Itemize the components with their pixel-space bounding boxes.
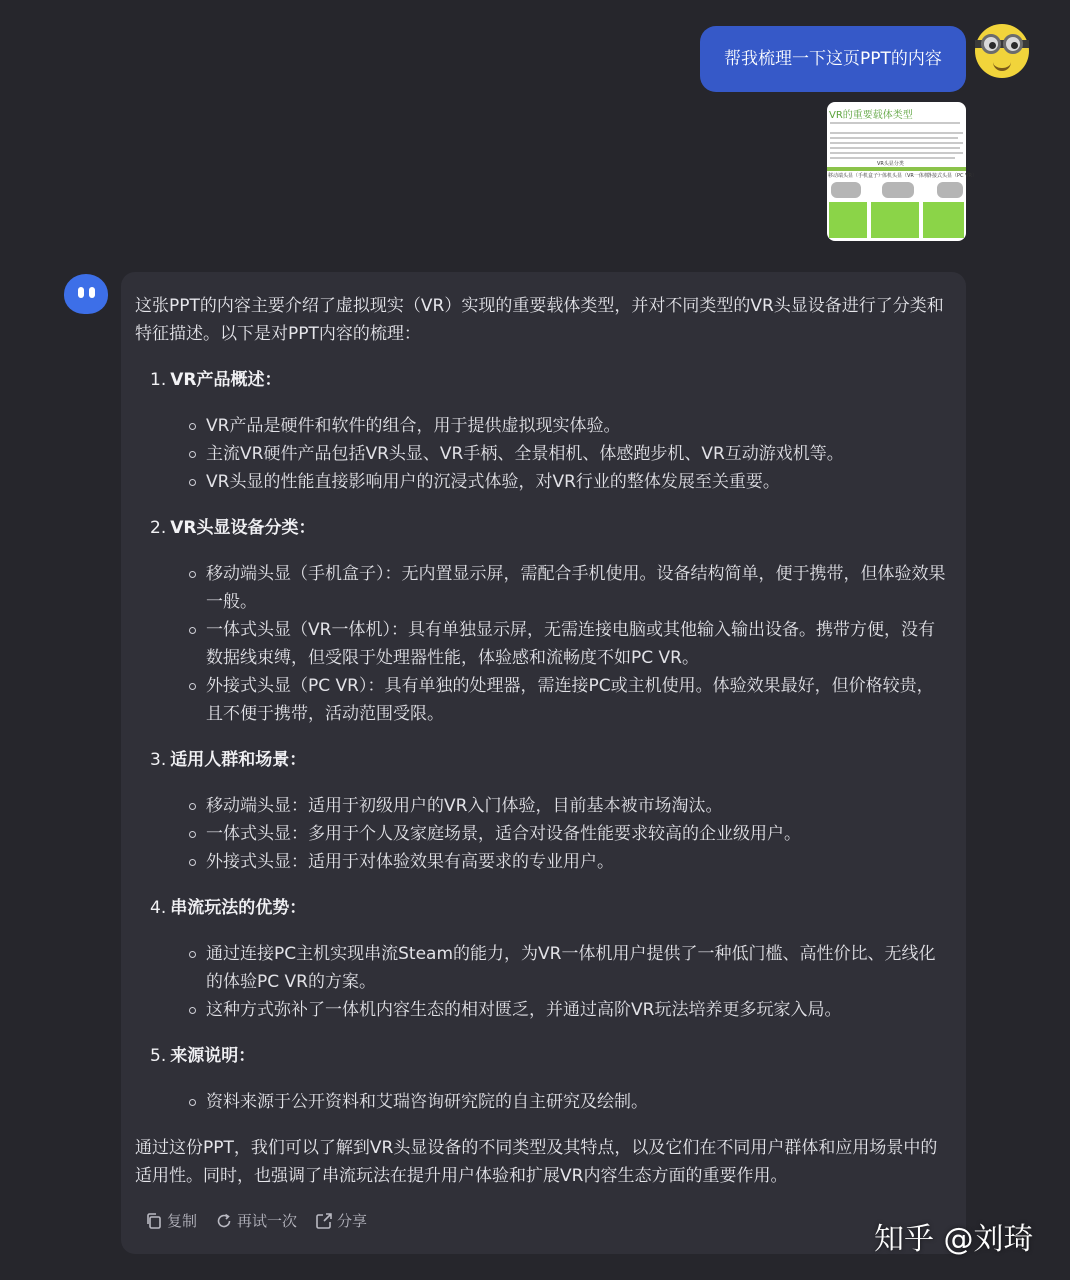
avatar-eye bbox=[78, 287, 84, 298]
message-action-bar bbox=[145, 1210, 367, 1231]
attached-image-thumbnail[interactable] bbox=[827, 102, 977, 241]
zhihu-watermark: 知乎 @刘琦 bbox=[874, 1222, 1034, 1257]
list-item: 移动端头显：适用于初级用户的VR入门体验，目前基本被市场淘汰。 bbox=[206, 792, 947, 820]
section-title bbox=[150, 514, 947, 542]
thumbnail-mid-label: 一体机头显（VR一体机） bbox=[877, 173, 934, 179]
share-icon bbox=[315, 1212, 333, 1230]
copy-icon bbox=[145, 1212, 163, 1230]
thumbnail-text-line bbox=[830, 147, 960, 149]
section-title bbox=[150, 1042, 947, 1070]
section-title-text: 串流玩法的优势 bbox=[170, 898, 290, 918]
retry-button[interactable] bbox=[215, 1210, 297, 1231]
section-colon: ： bbox=[298, 518, 316, 538]
assistant-avatar bbox=[64, 274, 108, 314]
section-title-text: 适用人群和场景 bbox=[170, 750, 290, 770]
list-item: 主流VR硬件产品包括VR头显、VR手柄、全景相机、体感跑步机、VR互动游戏机等。 bbox=[206, 440, 947, 468]
section-list bbox=[135, 792, 947, 876]
thumbnail-green-panel bbox=[829, 202, 867, 238]
thumbnail-center-label: VR头显分类 bbox=[877, 161, 904, 167]
thumbnail-text-line bbox=[830, 132, 963, 134]
section-number: 1. bbox=[150, 370, 167, 390]
thumbnail-headset-image bbox=[882, 182, 914, 198]
retry-label: 再试一次 bbox=[237, 1212, 298, 1230]
thumbnail-text-line bbox=[830, 137, 958, 139]
section-title-text: VR产品概述 bbox=[170, 370, 265, 390]
thumbnail-green-panel bbox=[871, 202, 919, 238]
list-item: 一体式头显（VR一体机）：具有单独显示屏，无需连接电脑或其他输入输出设备。携带方便，没有数据线束缚，但受限于处理器性能，体验感和流畅度不如PC VR。 bbox=[206, 616, 947, 672]
section-title-text: VR头显设备分类 bbox=[170, 518, 299, 538]
section-title-text: 来源说明 bbox=[170, 1046, 239, 1066]
list-item: 移动端头显（手机盒子）：无内置显示屏，需配合手机使用。设备结构简单，便于携带，但体验效果一般。 bbox=[206, 560, 947, 616]
list-item: VR头显的性能直接影响用户的沉浸式体验，对VR行业的整体发展至关重要。 bbox=[206, 468, 947, 496]
assistant-message-card bbox=[121, 272, 966, 1254]
list-item: 外接式头显：适用于对体验效果有高要求的专业用户。 bbox=[206, 848, 947, 876]
thumbnail-text-line bbox=[830, 157, 955, 159]
section-number: 5. bbox=[150, 1046, 167, 1066]
thumbnail-left-label: 移动端头显（手机盒子） bbox=[828, 173, 884, 179]
section-number: 2. bbox=[150, 518, 167, 538]
list-item: 这种方式弥补了一体机内容生态的相对匮乏，并通过高阶VR玩法培养更多玩家入局。 bbox=[206, 996, 947, 1024]
thumbnail-title: VR的重要载体类型 bbox=[829, 110, 913, 121]
copy-button[interactable] bbox=[145, 1210, 197, 1231]
section-title bbox=[150, 746, 947, 774]
section-colon: ： bbox=[289, 750, 307, 770]
section-colon: ： bbox=[264, 370, 282, 390]
list-item: 通过连接PC主机实现串流Steam的能力，为VR一体机用户提供了一种低门槛、高性价比、无线化的体验PC VR的方案。 bbox=[206, 940, 947, 996]
thumbnail-headset-image bbox=[831, 182, 861, 198]
list-item: VR产品是硬件和软件的组合，用于提供虚拟现实体验。 bbox=[206, 412, 947, 440]
thumbnail-right-label: 外接式头显（PC VR） bbox=[927, 173, 977, 179]
section-list bbox=[135, 940, 947, 1024]
section-title bbox=[150, 894, 947, 922]
user-avatar[interactable] bbox=[975, 24, 1029, 78]
share-button[interactable] bbox=[315, 1210, 367, 1231]
section-list bbox=[135, 412, 947, 496]
thumbnail-text-line bbox=[830, 152, 963, 154]
intro-paragraph: 这张PPT的内容主要介绍了虚拟现实（VR）实现的重要载体类型，并对不同类型的VR头显设备进行了分类和特征描述。以下是对PPT内容的梳理： bbox=[135, 296, 944, 344]
user-message-bubble: 帮我梳理一下这页PPT的内容 bbox=[700, 26, 966, 92]
thumbnail-text-line bbox=[830, 122, 960, 124]
section-title bbox=[150, 366, 947, 394]
list-item: 一体式头显：多用于个人及家庭场景，适合对设备性能要求较高的企业级用户。 bbox=[206, 820, 947, 848]
copy-label: 复制 bbox=[167, 1212, 198, 1230]
thumbnail-green-panel bbox=[923, 202, 964, 238]
section-colon: ： bbox=[238, 1046, 256, 1066]
section-number: 3. bbox=[150, 750, 167, 770]
section-list bbox=[135, 1088, 947, 1116]
list-item: 外接式头显（PC VR）：具有单独的处理器，需连接PC或主机使用。体验效果最好，但价格较贵，且不便于携带，活动范围受限。 bbox=[206, 672, 947, 728]
section-number: 4. bbox=[150, 898, 167, 918]
refresh-icon bbox=[215, 1212, 233, 1230]
avatar-goggle-left bbox=[981, 34, 1001, 54]
avatar-eye bbox=[89, 287, 95, 298]
avatar-goggle-right bbox=[1003, 34, 1023, 54]
thumbnail-headset-image bbox=[937, 182, 963, 198]
conclusion-paragraph: 通过这份PPT，我们可以了解到VR头显设备的不同类型及其特点，以及它们在不同用户群体和应用场景中的适用性。同时，也强调了串流玩法在提升用户体验和扩展VR内容生态方面的重要作用。 bbox=[135, 1138, 938, 1186]
assistant-message-content bbox=[135, 292, 947, 1190]
section-colon: ： bbox=[289, 898, 307, 918]
avatar-mouth bbox=[993, 62, 1011, 71]
thumbnail-text-line bbox=[830, 142, 963, 144]
section-list bbox=[135, 560, 947, 728]
share-label: 分享 bbox=[337, 1212, 368, 1230]
list-item: 资料来源于公开资料和艾瑞咨询研究院的自主研究及绘制。 bbox=[206, 1088, 947, 1116]
thumbnail-green-bar bbox=[827, 167, 966, 171]
